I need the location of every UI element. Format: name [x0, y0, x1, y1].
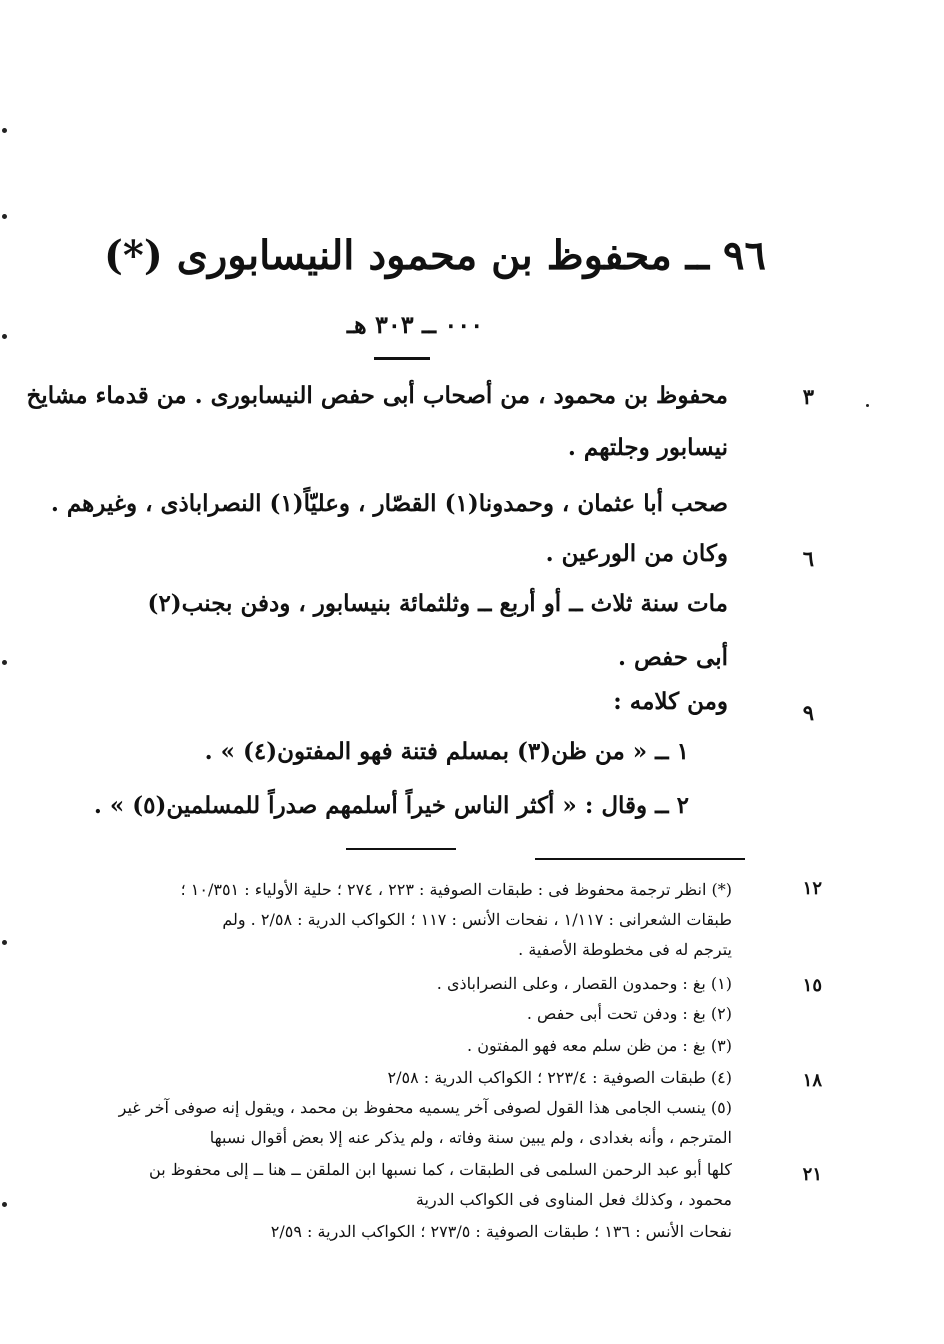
footnote-line: (٢) بغ : ودفن تحت أبى حفص . [526, 1004, 732, 1023]
scan-speck [2, 1202, 7, 1207]
footnote-line: المترجم ، وأنه بغدادى ، ولم يبين سنة وفاته ، ولم يذكر عنه إلا بعض أقوال نسبها [209, 1128, 732, 1147]
footnote-line: (٥) ينسب الجامى هذا القول لصوفى آخر يسميه محفوظ بن محمد ، ويقول إنه صوفى آخر غير [118, 1098, 732, 1117]
footnote-line: (٣) بغ : من ظن سلم معه فهو المفتون . [467, 1036, 732, 1055]
footnote-line: (٤) طبقات الصوفية : ٢٢٣/٤ ؛ الكواكب الدرية : ٢/٥٨ [387, 1068, 732, 1087]
footnote-divider [535, 858, 745, 860]
line-number: ٢١ [802, 1164, 822, 1185]
body-line-6: أبى حفص . [617, 644, 728, 671]
body-line-7: ومن كلامه : [613, 688, 728, 715]
line-number: ١٨ [802, 1070, 822, 1091]
saying-1: ١ ــ « من ظن(٣) بمسلم فتنة فهو المفتون(٤) » . [204, 738, 689, 765]
line-number: ٦ [802, 546, 814, 571]
footnote-line: (*) انظر ترجمة محفوظ فى : طبقات الصوفية : ٢٢٣ ، ٢٧٤ ؛ حلية الأولياء : ١٠/٣٥١ ؛ [180, 880, 732, 899]
line-number: ١٥ [802, 975, 822, 996]
footnote-line: يترجم له فى مخطوطة الأصفية . [518, 940, 732, 959]
body-line-3: صحب أبا عثمان ، وحمدونا(١) القصّار ، وعليّاً(١) النصراباذى ، وغيرهم . [50, 490, 728, 517]
footnote-line: محمود ، وكذلك فعل المناوى فى الكواكب الدرية [415, 1190, 732, 1209]
biography-title: ٩٦ ــ محفوظ بن محمود النيسابورى (*) [103, 232, 767, 279]
section-divider [346, 848, 456, 850]
body-line-2: نيسابور وجلتهم . [567, 434, 728, 461]
biography-dates: ٠٠٠ ــ ٣٠٣ هـ [346, 310, 484, 339]
scan-speck [2, 334, 7, 339]
body-line-1: محفوظ بن محمود ، من أصحاب أبى حفص النيسابورى . من قدماء مشايخ [26, 382, 728, 409]
line-number: ١٢ [802, 878, 822, 899]
scan-speck [2, 660, 7, 665]
footnote-line: كلها أبو عبد الرحمن السلمى فى الطبقات ، كما نسبها ابن الملقن ــ هنا ــ إلى محفوظ بن [149, 1160, 732, 1179]
title-divider [374, 357, 430, 360]
line-number: ٩ [802, 700, 814, 725]
line-number: ٣ [802, 384, 814, 409]
body-line-5: مات سنة ثلاث ــ أو أربع ــ وثلثمائة بنيسابور ، ودفن بجنب(٢) [147, 590, 728, 617]
footnote-line: (١) بغ : وحمدون القصار ، وعلى النصراباذى . [436, 974, 732, 993]
saying-2: ٢ ــ وقال : « أكثر الناس خيراً أسلمهم صدراً للمسلمين(٥) » . [93, 792, 689, 819]
scan-speck [2, 940, 7, 945]
footnote-line: نفحات الأنس : ١٣٦ ؛ طبقات الصوفية : ٢٧٣/٥ ؛ الكواكب الدرية : ٢/٥٩ [270, 1222, 732, 1241]
scan-speck [2, 128, 7, 133]
scan-speck [2, 214, 7, 219]
body-line-4: وكان من الورعين . [545, 540, 728, 567]
scan-speck [866, 404, 869, 407]
footnote-line: طبقات الشعرانى : ١/١١٧ ، نفحات الأنس : ١١٧ ؛ الكواكب الدرية : ٢/٥٨ . ولم [222, 910, 732, 929]
